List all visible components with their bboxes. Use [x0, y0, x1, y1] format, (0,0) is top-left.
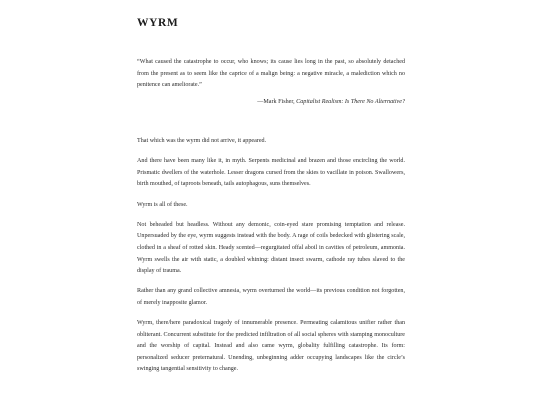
page-title: WYRM: [137, 17, 179, 29]
epigraph-quote: “What caused the catastrophe to occur, who knows; its cause lies long in the past, so absolutely detached from the present as to seem like the caprice of a malign being: a negative miracle, a malediction which no penitence can ameliorate.”: [137, 59, 405, 89]
paragraph: Rather than any grand collective amnesia, wyrm overturned the world—its previous condition not forgotten, of merely inapposite glamor.: [137, 288, 405, 306]
paragraph: Not beheaded but headless. Without any demonic, coin-eyed stare promising temptation and release. Unpersuaded by the eye, wyrm suggests instead with the body. A rage of coils bedecked with glistering scale, clothed in a sheaf of rotted skin. Heady scented—regurgitated offal aboil in cavities of petroleum, ammonia. Wyrm swells the air with static, a doubled whining: distant insect swarm, cathode ray tubes slaved to the display of trauma.: [137, 221, 405, 275]
epigraph-work-title: Capitalist Realism: Is There No Alternative?: [296, 99, 405, 105]
paragraph: And there have been many like it, in myth. Serpents medicinal and brazen and those encircling the world. Prismatic dwellers of the waterhole. Lesser dragons cursed from the skies to vacillate in poison. Swallowers, birth mouthed, of taproots beneath, tails autophagous, suns themselves.: [137, 158, 405, 188]
epigraph-attribution: [137, 99, 405, 105]
paragraph: That which was the wyrm did not arrive, it appeared.: [137, 138, 267, 144]
epigraph-author: —Mark Fisher,: [257, 99, 297, 105]
paragraph: Wyrm, there/here paradoxical tragedy of innumerable presence. Permeating calamitous unifier rather than obliterant. Concurrent substitute for the predicted infiltration of all social spheres with stamping monoculture and the worship of capital. Instead and also came wyrm, globality fulfilling catastrophe. Its form: personalized seducer preternatural. Unending, unbeginning adder occupying landscapes like the circle’s swinging tangential sensitivity to change.: [137, 320, 405, 373]
body-text: [137, 136, 405, 385]
paragraph: Wyrm is all of these.: [137, 201, 188, 208]
